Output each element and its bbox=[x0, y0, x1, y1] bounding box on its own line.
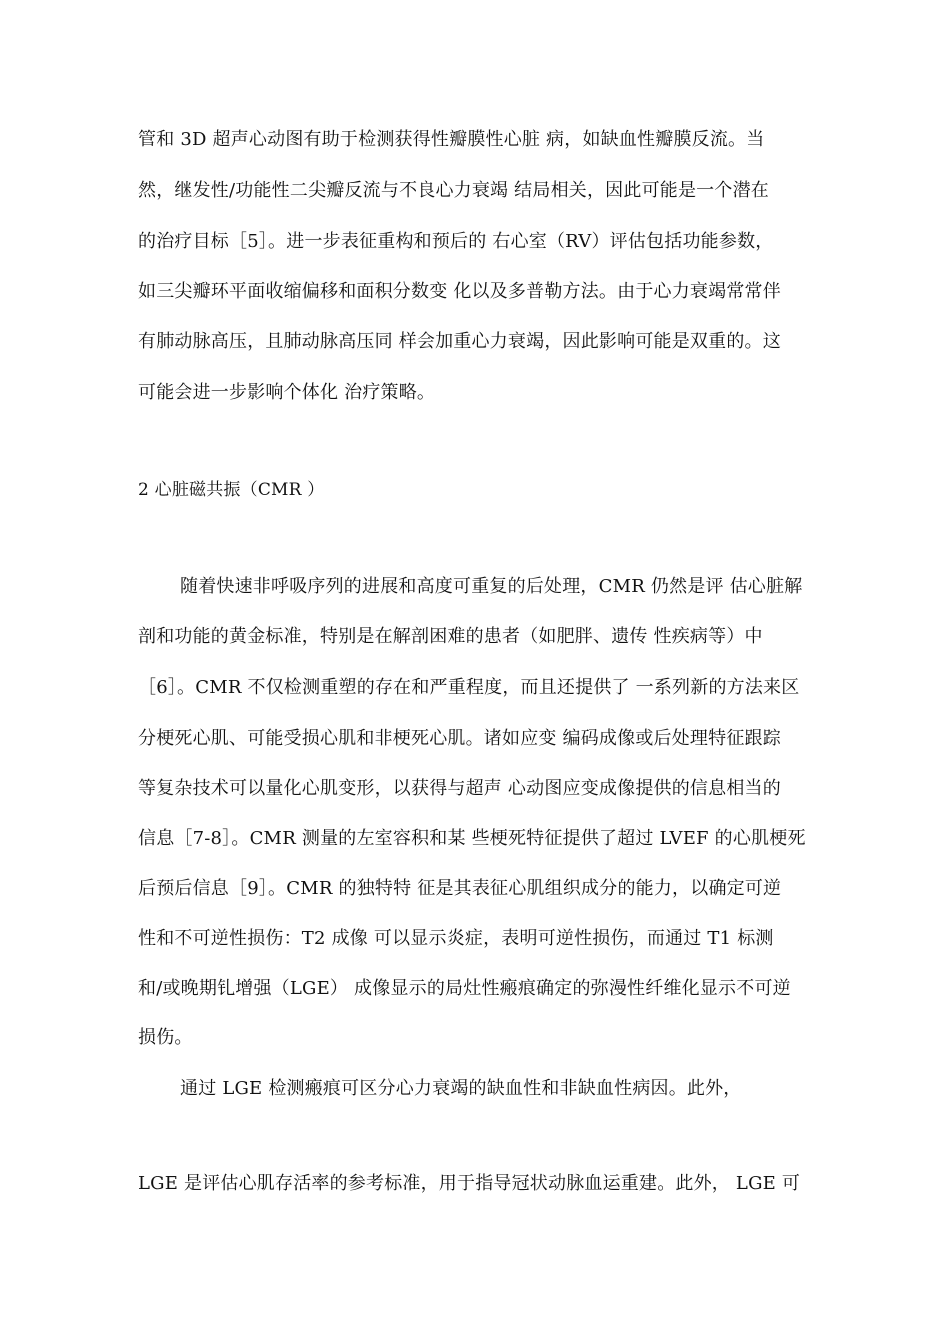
paragraph-1-line-1: 管和 3D 超声心动图有助于检测获得性瓣膜性心脏 病，如缺血性瓣膜反流。当 bbox=[138, 129, 765, 150]
paragraph-1-line-6: 可能会进一步影响个体化 治疗策略。 bbox=[138, 382, 436, 403]
paragraph-1-line-5: 有肺动脉高压，且肺动脉高压同 样会加重心力衰竭，因此影响可能是双重的。这 bbox=[138, 331, 781, 352]
paragraph-2-line-2: 剖和功能的黄金标准，特别是在解剖困难的患者（如肥胖、遗传 性疾病等）中 bbox=[138, 626, 763, 647]
paragraph-2-line-6: 信息［7-8］。CMR 测量的左室容积和某 些梗死特征提供了超过 LVEF 的心肌梗死 bbox=[138, 828, 806, 849]
paragraph-1-line-2: 然，继发性/功能性二尖瓣反流与不良心力衰竭 结局相关，因此可能是一个潜在 bbox=[138, 180, 769, 201]
paragraph-2-line-9: 和/或晚期钆增强（LGE） 成像显示的局灶性瘢痕确定的弥漫性纤维化显示不可逆 bbox=[138, 978, 791, 999]
paragraph-2-line-1: 随着快速非呼吸序列的进展和高度可重复的后处理，CMR 仍然是评 估心脏解 bbox=[180, 576, 803, 597]
paragraph-1-line-3: 的治疗目标［5］。进一步表征重构和预后的 右心室（RV）评估包括功能参数， bbox=[138, 231, 774, 252]
paragraph-1-line-4: 如三尖瓣环平面收缩偏移和面积分数变 化以及多普勒方法。由于心力衰竭常常伴 bbox=[138, 281, 781, 302]
paragraph-2-line-3: ［6］。CMR 不仅检测重塑的存在和严重程度，而且还提供了 一系列新的方法来区 bbox=[138, 677, 800, 698]
paragraph-2-line-8: 性和不可逆性损伤：T2 成像 可以显示炎症，表明可逆性损伤，而通过 T1 标测 bbox=[138, 928, 774, 949]
paragraph-4-line-1: LGE 是评估心肌存活率的参考标准，用于指导冠状动脉血运重建。此外， LGE 可 bbox=[138, 1173, 801, 1194]
paragraph-2-line-5: 等复杂技术可以量化心肌变形，以获得与超声 心动图应变成像提供的信息相当的 bbox=[138, 778, 781, 799]
paragraph-3-line-1: 通过 LGE 检测瘢痕可区分心力衰竭的缺血性和非缺血性病因。此外， bbox=[180, 1078, 742, 1099]
paragraph-2-line-7: 后预后信息［9］。CMR 的独特特 征是其表征心肌组织成分的能力，以确定可逆 bbox=[138, 878, 782, 899]
paragraph-2-line-10: 损伤。 bbox=[138, 1027, 193, 1048]
section-heading: 2 心脏磁共振（CMR ） bbox=[138, 480, 325, 500]
paragraph-2-line-4: 分梗死心肌、可能受损心肌和非梗死心肌。诸如应变 编码成像或后处理特征跟踪 bbox=[138, 728, 781, 749]
